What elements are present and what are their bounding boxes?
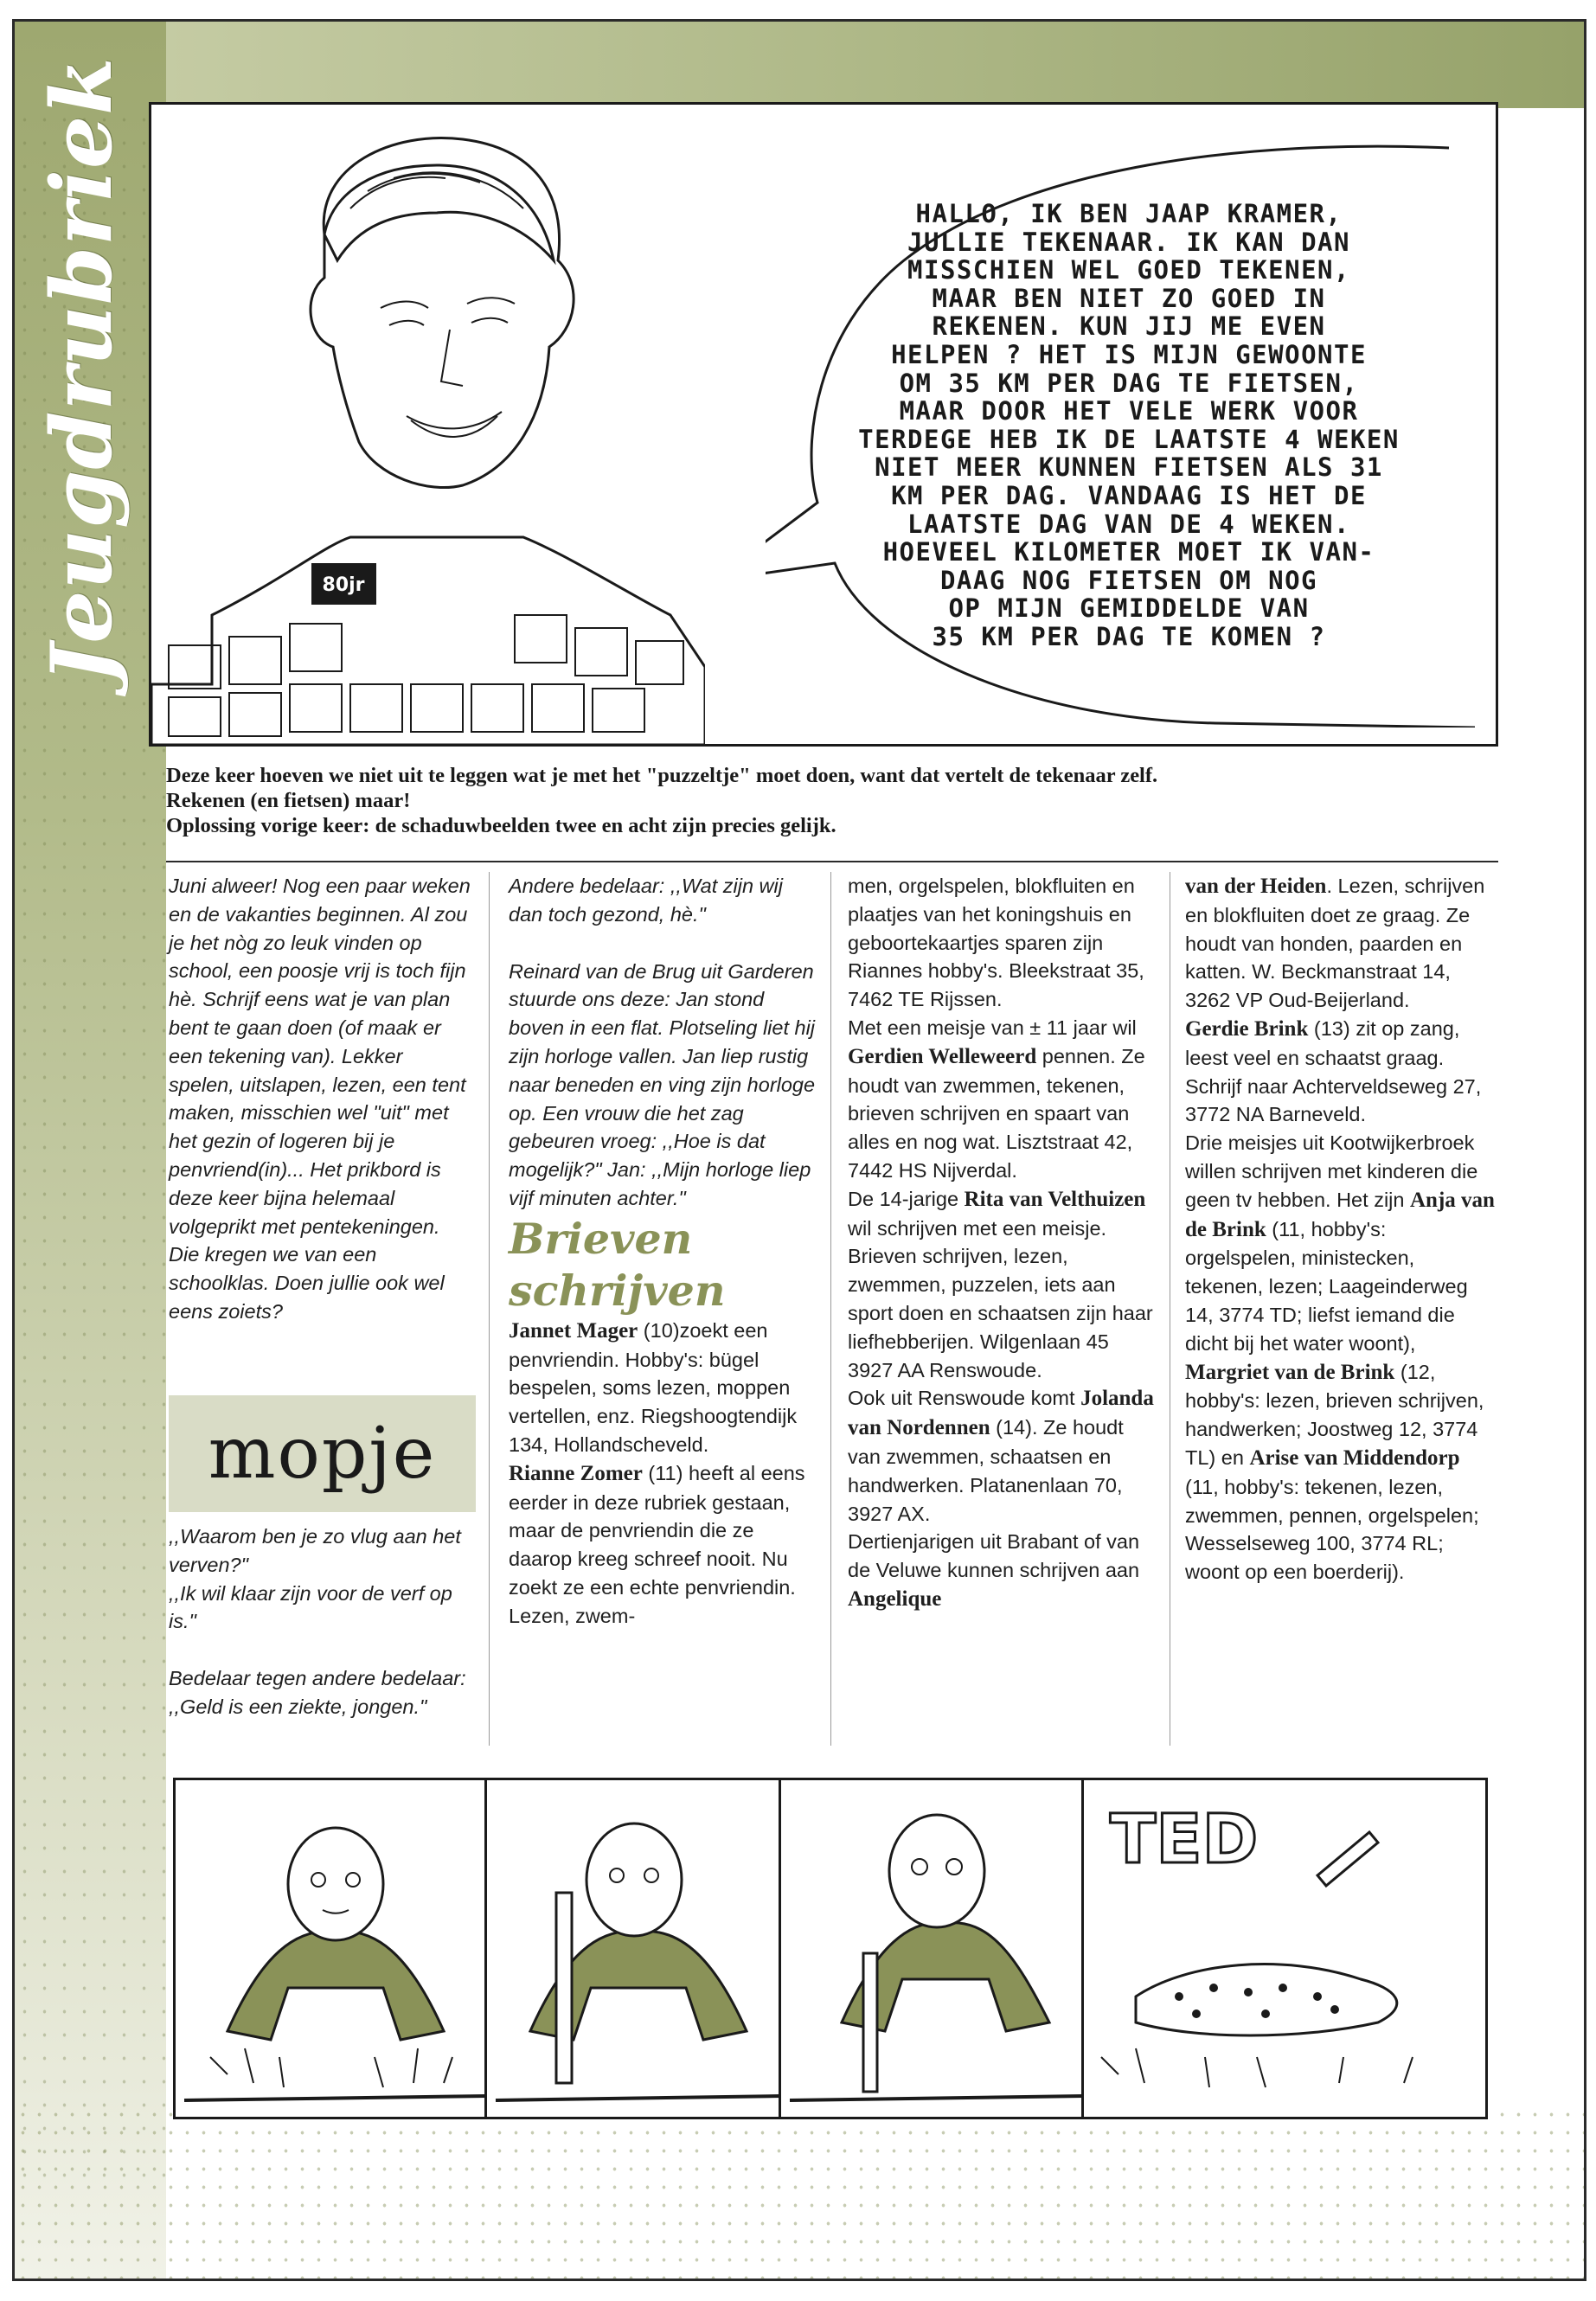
puzzle-illustration-panel	[149, 102, 1498, 747]
penpal-text: (13) zit op zang, leest veel en schaatst graag. Schrijf naar Achterveldseweg 27, 3772 NA Barneveld.	[1185, 1016, 1482, 1126]
penpal-text: (11, hobby's: tekenen, lezen, zwemmen, pennen, orgelspelen; Wesselseweg 100, 3774 RL; woont op een boerderij).	[1185, 1475, 1479, 1584]
penpal-text: (14). Ze houdt van zwemmen, schaatsen en handwerken. Platanenlaan 70, 3927 AX.	[848, 1416, 1124, 1525]
penpal-text: (11) heeft al eens eerder in deze rubriek gestaan, maar de penvriendin die ze daarop kreeg schreef nooit. Nu zoekt ze een echte penvriendin. Lezen, zwem-	[509, 1461, 805, 1627]
speech-line: MAAR BEN NIET ZO GOED IN	[932, 283, 1326, 313]
penpal-text: wil schrijven met een meisje. Brieven schrijven, lezen, zwemmen, puzzelen, iets aan sport doen en schaatsen zijn haar liefhebberijen. Wilgenlaan 45 3927 AA Renswoude.	[848, 1216, 1153, 1381]
penpal-text: Ook uit Renswoude komt	[848, 1387, 1081, 1410]
mopje-heading-box	[169, 1395, 476, 1512]
speech-line: OM 35 KM PER DAG TE FIETSEN,	[899, 368, 1359, 398]
comic-drawing	[781, 1780, 1090, 2119]
penpal-text: Drie meisjes uit Kootwijkerbroek willen schrijven met kinderen die geen tv hebben. Het zijn	[1185, 1131, 1478, 1211]
penpal-entry	[1185, 1129, 1497, 1586]
joke-line: ,,Ik wil klaar zijn voor de verf op is."	[169, 1581, 452, 1633]
comic-drawing	[487, 1780, 787, 2119]
penpal-name: van der Heiden	[1185, 875, 1327, 898]
comic-drawing	[176, 1780, 493, 2119]
column-3	[848, 872, 1159, 1614]
spacer	[509, 929, 820, 958]
comic-panel-2	[484, 1778, 787, 2119]
caption-line-1: Deze keer hoeven we niet uit te leggen wat je met het "puzzeltje" moet doen, want dat vertelt de tekenaar zelf.	[166, 764, 1158, 787]
top-color-band	[15, 22, 1584, 108]
caption-line-2: Rekenen (en fietsen) maar!	[166, 789, 411, 812]
penpal-name: Jolanda van Nordennen	[848, 1387, 1154, 1440]
shirt-label: 80jr	[322, 574, 365, 596]
bottom-dot-texture	[15, 2106, 1584, 2279]
caption-divider	[166, 861, 1498, 862]
penpal-name: Rita van Velthuizen	[964, 1187, 1146, 1211]
penpal-entry	[1185, 1015, 1497, 1129]
penpal-text: (10)zoekt een penvriendin. Hobby's: bügel bespelen, soms lezen, moppen vertellen, enz. Riegshoogtendijk 134, Hollandscheveld.	[509, 1318, 798, 1456]
penpal-text: (12, hobby's: lezen, brieven schrijven, handwerken; Joostweg 12, 3774 TL) en	[1185, 1360, 1484, 1469]
column-1	[169, 872, 471, 1326]
comic-panel-3	[779, 1778, 1090, 2119]
penpal-entry	[848, 1014, 1159, 1185]
speech-line: KM PER DAG. VANDAAG IS HET DE	[891, 480, 1367, 510]
comic-drawing	[1084, 1780, 1488, 2119]
speech-line: MAAR DOOR HET VELE WERK VOOR	[899, 396, 1359, 426]
penpal-name: Arise van Middendorp	[1249, 1445, 1460, 1470]
comic-panel-4	[1081, 1778, 1488, 2119]
speech-line: HELPEN ? HET IS MIJN GEWOONTE	[891, 339, 1367, 369]
comic-title: TED	[1110, 1801, 1259, 1879]
speech-line: OP MIJN GEMIDDELDE VAN	[948, 593, 1310, 624]
penpal-name: Angelique	[848, 1586, 942, 1611]
speech-line: HOEVEEL KILOMETER MOET IK VAN-	[882, 537, 1375, 567]
cartoonist-portrait	[151, 131, 705, 745]
speech-line: REKENEN. KUN JIJ ME EVEN	[932, 311, 1326, 342]
penpal-name: Rianne Zomer	[509, 1461, 643, 1485]
column-1-jokes	[169, 1522, 471, 1721]
joke-story: Reinard van de Brug uit Garderen stuurde ons deze: Jan stond boven in een flat. Plotseling liet hij zijn horloge vallen. Jan liep rustig naar beneden en ving zijn horloge op. Een vrouw die het zag gebeuren vroeg: ,,Hoe is dat mogelijk?" Jan: ,,Mijn horloge liep vijf minuten achter."	[509, 959, 816, 1209]
column-divider	[489, 872, 490, 1746]
penpal-text: pennen. Ze houdt van zwemmen, tekenen, brieven schrijven en spaart van alles en nog wat. Lisztstraat 42, 7442 HS Nijverdal.	[848, 1044, 1145, 1182]
penpal-text: (11, hobby's: orgelspelen, ministecken, tekenen, lezen; Laageinderweg 14, 3774 TD; liefst iemand die dicht bij het water woont),	[1185, 1217, 1468, 1355]
column-2	[509, 872, 820, 1631]
section-title-vertical: Jeugdrubriek	[33, 56, 131, 683]
speech-line: 35 KM PER DAG TE KOMEN ?	[932, 621, 1326, 651]
column-4	[1185, 872, 1497, 1586]
comic-panel-1	[173, 1778, 493, 2119]
penpal-text: De 14-jarige	[848, 1187, 965, 1210]
penpal-entry	[848, 1528, 1159, 1613]
penpal-entry	[848, 1185, 1159, 1385]
column-divider	[830, 872, 831, 1746]
speech-line: LAATSTE DAG VAN DE 4 WEKEN.	[907, 509, 1350, 539]
speech-line: TERDEGE HEB IK DE LAATSTE 4 WEKEN	[858, 424, 1400, 454]
joke-line: ,,Waarom ben je zo vlug aan het verven?"	[169, 1525, 461, 1576]
penpal-name: Gerdie Brink	[1185, 1016, 1309, 1041]
joke-line: Bedelaar tegen andere bedelaar: ,,Geld is een ziekte, jongen."	[169, 1667, 466, 1718]
penpal-entry	[509, 1459, 820, 1631]
penpal-name: Margriet van de Brink	[1185, 1360, 1395, 1384]
joke-line: Andere bedelaar: ,,Wat zijn wij dan toch gezond, hè."	[509, 875, 783, 926]
penpal-entry	[509, 1317, 820, 1459]
penpal-name: Anja van de Brink	[1185, 1188, 1495, 1241]
speech-line: DAAG NOG FIETSEN OM NOG	[939, 565, 1318, 595]
penpal-text: men, orgelspelen, blokfluiten en plaatjes van het koningshuis en geboortekaartjes sparen zijn Riannes hobby's. Bleekstraat 35, 7462 TE Rijssen.	[848, 875, 1144, 1011]
penpal-text: Met een meisje van ± 11 jaar wil	[848, 1016, 1137, 1039]
speech-line: MISSCHIEN WEL GOED TEKENEN,	[907, 255, 1350, 285]
puzzle-caption	[166, 763, 1498, 838]
speech-line: HALLO, IK BEN JAAP KRAMER,	[915, 199, 1343, 228]
penpal-text: Dertienjarigen uit Brabant of van de Veluwe kunnen schrijven aan	[848, 1530, 1140, 1582]
penpal-entry	[848, 1384, 1159, 1528]
penpal-entry	[1185, 872, 1497, 1015]
penpal-name: Jannet Mager	[509, 1318, 638, 1343]
caption-line-3: Oplossing vorige keer: de schaduwbeelden twee en acht zijn precies gelijk.	[166, 814, 836, 837]
penpal-text: . Lezen, schrijven en blokfluiten doet ze graag. Ze houdt van honden, paarden en katten. W. Beckmanstraat 14, 3262 VP Oud-Beijerland.	[1185, 875, 1485, 1012]
brieven-schrijven-heading: Brieven schrijven	[509, 1213, 726, 1316]
speech-bubble-text	[817, 200, 1440, 651]
ted-comic-strip	[173, 1778, 1488, 2119]
intro-text: Juni alweer! Nog een paar weken en de vakanties beginnen. Al zou je het nòg zo leuk vinden op school, een poosje vrij is toch fijn hè. Schrijf eens wat je van plan bent te gaan doen (of maak er een tekening van). Lekker spelen, uitslapen, lezen, een tent maken, misschien wel "uit" met het gezin of logeren bij je penvriend(in)... Het prikbord is deze keer bijna helemaal volgeprikt met pentekeningen. Die kregen we van een schoolklas. Doen jullie ook wel eens zoiets?	[169, 875, 471, 1323]
speech-line: NIET MEER KUNNEN FIETSEN ALS 31	[875, 452, 1383, 483]
mopje-heading: mopje	[208, 1413, 437, 1495]
speech-line: JULLIE TEKENAAR. IK KAN DAN	[907, 227, 1350, 257]
penpal-name: Gerdien Welleweerd	[848, 1044, 1037, 1068]
spacer	[169, 1636, 471, 1664]
